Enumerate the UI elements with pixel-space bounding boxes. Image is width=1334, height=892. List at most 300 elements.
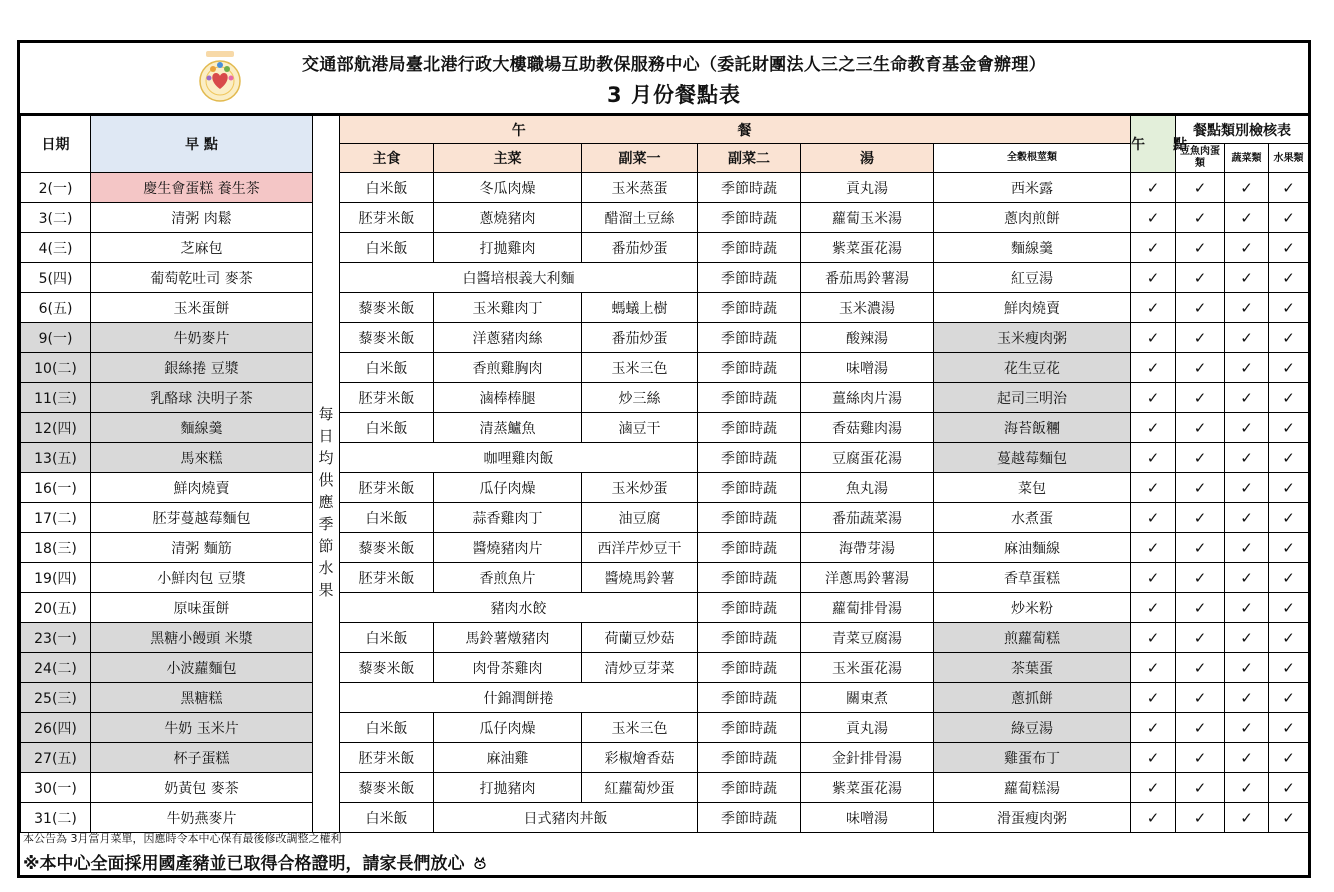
table-row: [21, 383, 1309, 413]
snack-cell: 綠豆湯: [934, 713, 1131, 743]
check-protein-cell: ✓: [1176, 413, 1225, 443]
snack-cell: 麻油麵線: [934, 533, 1131, 563]
side-dish-1-column-header: 副菜一: [582, 144, 698, 173]
side-dish-2-cell: 季節時蔬: [698, 653, 801, 683]
check-veg-cell: ✓: [1225, 263, 1269, 293]
check-fruit-cell: ✓: [1269, 743, 1309, 773]
table-row: [21, 743, 1309, 773]
staple-cell: 白米飯: [340, 413, 434, 443]
main-dish-cell: 打拋雞肉: [434, 233, 582, 263]
breakfast-cell: 杯子蛋糕: [91, 743, 313, 773]
pork-notice: [23, 849, 488, 874]
date-cell: 5(四): [21, 263, 91, 293]
snack-cell: 菜包: [934, 473, 1131, 503]
side-dish-1-cell: 醬燒馬鈴薯: [582, 563, 698, 593]
check-grain-cell: ✓: [1131, 263, 1176, 293]
side-dish-2-cell: 季節時蔬: [698, 203, 801, 233]
soup-cell: 魚丸湯: [801, 473, 934, 503]
check-grain-cell: ✓: [1131, 203, 1176, 233]
check-grain-cell: ✓: [1131, 443, 1176, 473]
pork-notice-text: ※本中心全面採用國產豬並已取得合格證明，請家長們放心: [23, 854, 465, 874]
check-veg-cell: ✓: [1225, 653, 1269, 683]
date-cell: 10(二): [21, 353, 91, 383]
check-grain-header: 全穀根莖類: [934, 144, 1131, 173]
snack-cell: 水煮蛋: [934, 503, 1131, 533]
check-protein-cell: ✓: [1176, 323, 1225, 353]
menu-table-body: [21, 173, 1309, 833]
check-veg-cell: ✓: [1225, 233, 1269, 263]
date-cell: 25(三): [21, 683, 91, 713]
date-cell: 9(一): [21, 323, 91, 353]
soup-cell: 海帶芽湯: [801, 533, 934, 563]
check-fruit-cell: ✓: [1269, 533, 1309, 563]
check-veg-cell: ✓: [1225, 743, 1269, 773]
main-dish-cell: 打拋豬肉: [434, 773, 582, 803]
check-fruit-cell: ✓: [1269, 713, 1309, 743]
check-fruit-cell: ✓: [1269, 473, 1309, 503]
check-protein-cell: ✓: [1176, 293, 1225, 323]
breakfast-cell: 牛奶燕麥片: [91, 803, 313, 833]
header: [20, 43, 1308, 115]
check-protein-cell: ✓: [1176, 353, 1225, 383]
staple-cell: 藜麥米飯: [340, 323, 434, 353]
main-dish-cell: 滷棒棒腿: [434, 383, 582, 413]
date-cell: 18(三): [21, 533, 91, 563]
side-dish-1-cell: 番茄炒蛋: [582, 233, 698, 263]
soup-cell: 玉米蛋花湯: [801, 653, 934, 683]
date-cell: 3(二): [21, 203, 91, 233]
breakfast-cell: 小波蘿麵包: [91, 653, 313, 683]
side-dish-1-cell: 紅蘿蔔炒蛋: [582, 773, 698, 803]
side-dish-2-cell: 季節時蔬: [698, 803, 801, 833]
breakfast-cell: 銀絲捲 豆漿: [91, 353, 313, 383]
snack-cell: 玉米瘦肉粥: [934, 323, 1131, 353]
check-veg-cell: ✓: [1225, 773, 1269, 803]
lunch-header-right: 餐: [698, 116, 1131, 144]
check-grain-cell: ✓: [1131, 683, 1176, 713]
soup-cell: 關東煮: [801, 683, 934, 713]
breakfast-cell: 麵線羹: [91, 413, 313, 443]
main-dish-cell: 瓜仔肉燥: [434, 473, 582, 503]
menu-table-header: [21, 116, 1309, 173]
side-dish-2-cell: 季節時蔬: [698, 623, 801, 653]
check-veg-cell: ✓: [1225, 503, 1269, 533]
date-cell: 13(五): [21, 443, 91, 473]
date-cell: 26(四): [21, 713, 91, 743]
fruit-note-cell: [313, 173, 340, 833]
soup-cell: 洋蔥馬鈴薯湯: [801, 563, 934, 593]
side-dish-2-cell: 季節時蔬: [698, 443, 801, 473]
check-fruit-cell: ✓: [1269, 353, 1309, 383]
check-grain-cell: ✓: [1131, 623, 1176, 653]
date-cell: 17(二): [21, 503, 91, 533]
check-grain-cell: ✓: [1131, 563, 1176, 593]
side-dish-1-cell: 醋溜土豆絲: [582, 203, 698, 233]
side-dish-2-cell: 季節時蔬: [698, 383, 801, 413]
breakfast-cell: 黑糖糕: [91, 683, 313, 713]
check-fruit-cell: ✓: [1269, 203, 1309, 233]
snack-cell: 紅豆湯: [934, 263, 1131, 293]
footer: [20, 828, 1308, 875]
combined-dish-cell: 咖哩雞肉飯: [340, 443, 698, 473]
table-row: [21, 413, 1309, 443]
soup-cell: 薑絲肉片湯: [801, 383, 934, 413]
main-side-combined-cell: 日式豬肉丼飯: [434, 803, 698, 833]
check-grain-cell: ✓: [1131, 473, 1176, 503]
breakfast-cell: 清粥 麵筋: [91, 533, 313, 563]
staple-cell: 胚芽米飯: [340, 473, 434, 503]
check-veg-cell: ✓: [1225, 623, 1269, 653]
soup-cell: 香菇雞肉湯: [801, 413, 934, 443]
soup-cell: 味噌湯: [801, 803, 934, 833]
soup-cell: 豆腐蛋花湯: [801, 443, 934, 473]
staple-column-header: 主食: [340, 144, 434, 173]
main-dish-cell: 清蒸鱸魚: [434, 413, 582, 443]
soup-cell: 味噌湯: [801, 353, 934, 383]
table-row: [21, 263, 1309, 293]
snack-column-header: 午 點: [1131, 116, 1176, 173]
date-cell: 12(四): [21, 413, 91, 443]
table-row: [21, 683, 1309, 713]
side-dish-1-cell: 油豆腐: [582, 503, 698, 533]
breakfast-column-header: 早 點: [91, 116, 313, 173]
check-fruit-cell: ✓: [1269, 503, 1309, 533]
check-veg-cell: ✓: [1225, 173, 1269, 203]
date-cell: 30(一): [21, 773, 91, 803]
table-row: [21, 473, 1309, 503]
date-cell: 2(一): [21, 173, 91, 203]
check-veg-cell: ✓: [1225, 683, 1269, 713]
table-row: [21, 533, 1309, 563]
fruit-note: 每日均供應季節水果: [318, 405, 334, 600]
soup-cell: 貢丸湯: [801, 713, 934, 743]
check-veg-cell: ✓: [1225, 413, 1269, 443]
soup-cell: 玉米濃湯: [801, 293, 934, 323]
staple-cell: 白米飯: [340, 803, 434, 833]
date-cell: 16(一): [21, 473, 91, 503]
check-grain-cell: ✓: [1131, 593, 1176, 623]
snack-cell: 煎蘿蔔糕: [934, 623, 1131, 653]
check-protein-cell: ✓: [1176, 533, 1225, 563]
side-dish-1-cell: 彩椒燴香菇: [582, 743, 698, 773]
soup-cell: 酸辣湯: [801, 323, 934, 353]
staple-cell: 胚芽米飯: [340, 563, 434, 593]
lunch-header-left: 午: [340, 116, 698, 144]
check-veg-cell: ✓: [1225, 713, 1269, 743]
table-row: [21, 623, 1309, 653]
staple-cell: 白米飯: [340, 503, 434, 533]
date-cell: 6(五): [21, 293, 91, 323]
main-dish-cell: 肉骨茶雞肉: [434, 653, 582, 683]
check-fruit-cell: ✓: [1269, 443, 1309, 473]
check-protein-cell: ✓: [1176, 803, 1225, 833]
table-row: [21, 713, 1309, 743]
side-dish-2-cell: 季節時蔬: [698, 173, 801, 203]
side-dish-1-cell: 炒三絲: [582, 383, 698, 413]
side-dish-1-cell: 玉米三色: [582, 353, 698, 383]
staple-cell: 白米飯: [340, 713, 434, 743]
date-cell: 23(一): [21, 623, 91, 653]
check-grain-cell: ✓: [1131, 353, 1176, 383]
breakfast-cell: 牛奶麥片: [91, 323, 313, 353]
check-grain-cell: ✓: [1131, 323, 1176, 353]
check-table-header: 餐點類別檢核表: [1176, 116, 1309, 144]
table-row: [21, 173, 1309, 203]
main-dish-cell: 玉米雞肉丁: [434, 293, 582, 323]
side-dish-1-cell: 番茄炒蛋: [582, 323, 698, 353]
breakfast-cell: 黑糖小饅頭 米漿: [91, 623, 313, 653]
table-row: [21, 773, 1309, 803]
main-dish-cell: 香煎雞胸肉: [434, 353, 582, 383]
side-dish-1-cell: 螞蟻上樹: [582, 293, 698, 323]
check-protein-cell: ✓: [1176, 653, 1225, 683]
snack-cell: 蔥肉煎餅: [934, 203, 1131, 233]
check-protein-cell: ✓: [1176, 743, 1225, 773]
check-fruit-cell: ✓: [1269, 803, 1309, 833]
check-grain-cell: ✓: [1131, 743, 1176, 773]
check-fruit-cell: ✓: [1269, 263, 1309, 293]
snack-cell: 茶葉蛋: [934, 653, 1131, 683]
check-grain-cell: ✓: [1131, 773, 1176, 803]
breakfast-cell: 牛奶 玉米片: [91, 713, 313, 743]
check-protein-cell: ✓: [1176, 443, 1225, 473]
organization-title: 交通部航港局臺北港行政大樓職場互助教保服務中心（委託財團法人三之三生命教育基金會辦理）: [302, 55, 1046, 75]
check-fruit-cell: ✓: [1269, 683, 1309, 713]
breakfast-cell: 葡萄乾吐司 麥茶: [91, 263, 313, 293]
check-veg-cell: ✓: [1225, 563, 1269, 593]
check-grain-cell: ✓: [1131, 233, 1176, 263]
breakfast-cell: 馬來糕: [91, 443, 313, 473]
check-veg-cell: ✓: [1225, 473, 1269, 503]
snack-cell: 起司三明治: [934, 383, 1131, 413]
check-veg-cell: ✓: [1225, 293, 1269, 323]
staple-cell: 藜麥米飯: [340, 533, 434, 563]
combined-dish-cell: 白醬培根義大利麵: [340, 263, 698, 293]
side-dish-2-cell: 季節時蔬: [698, 503, 801, 533]
staple-cell: 白米飯: [340, 353, 434, 383]
table-row: [21, 353, 1309, 383]
check-veg-cell: ✓: [1225, 533, 1269, 563]
main-dish-cell: 馬鈴薯燉豬肉: [434, 623, 582, 653]
staple-cell: 藜麥米飯: [340, 653, 434, 683]
breakfast-cell: 奶黃包 麥茶: [91, 773, 313, 803]
side-dish-2-cell: 季節時蔬: [698, 743, 801, 773]
menu-notice: 本公告為 3月當月菜單，因應時令本中心保有最後修改調整之權利: [23, 832, 342, 845]
staple-cell: 白米飯: [340, 173, 434, 203]
side-dish-2-cell: 季節時蔬: [698, 773, 801, 803]
side-dish-1-cell: 西洋芹炒豆干: [582, 533, 698, 563]
check-protein-header: 豆魚肉蛋類: [1176, 144, 1225, 173]
main-dish-column-header: 主菜: [434, 144, 582, 173]
date-column-header: 日期: [21, 116, 91, 173]
side-dish-1-cell: 玉米三色: [582, 713, 698, 743]
side-dish-1-cell: 清炒豆芽菜: [582, 653, 698, 683]
side-dish-2-cell: 季節時蔬: [698, 713, 801, 743]
soup-column-header: 湯: [801, 144, 934, 173]
staple-cell: 藜麥米飯: [340, 773, 434, 803]
main-dish-cell: 冬瓜肉燥: [434, 173, 582, 203]
side-dish-2-column-header: 副菜二: [698, 144, 801, 173]
check-grain-cell: ✓: [1131, 713, 1176, 743]
combined-dish-cell: 豬肉水餃: [340, 593, 698, 623]
soup-cell: 紫菜蛋花湯: [801, 773, 934, 803]
menu-table: [20, 115, 1309, 833]
check-protein-cell: ✓: [1176, 173, 1225, 203]
check-fruit-cell: ✓: [1269, 563, 1309, 593]
check-grain-cell: ✓: [1131, 503, 1176, 533]
breakfast-cell: 乳酪球 決明子茶: [91, 383, 313, 413]
check-fruit-header: 水果類: [1269, 144, 1309, 173]
side-dish-2-cell: 季節時蔬: [698, 593, 801, 623]
soup-cell: 蘿蔔排骨湯: [801, 593, 934, 623]
check-veg-cell: ✓: [1225, 353, 1269, 383]
main-dish-cell: 醬燒豬肉片: [434, 533, 582, 563]
date-cell: 4(三): [21, 233, 91, 263]
check-grain-cell: ✓: [1131, 653, 1176, 683]
breakfast-cell: 鮮肉燒賣: [91, 473, 313, 503]
date-cell: 31(二): [21, 803, 91, 833]
snack-cell: 雞蛋布丁: [934, 743, 1131, 773]
side-dish-2-cell: 季節時蔬: [698, 683, 801, 713]
snack-cell: 麵線羹: [934, 233, 1131, 263]
breakfast-cell: 小鮮肉包 豆漿: [91, 563, 313, 593]
check-protein-cell: ✓: [1176, 713, 1225, 743]
breakfast-cell: 玉米蛋餅: [91, 293, 313, 323]
check-veg-cell: ✓: [1225, 383, 1269, 413]
staple-cell: 藜麥米飯: [340, 293, 434, 323]
side-dish-2-cell: 季節時蔬: [698, 353, 801, 383]
check-fruit-cell: ✓: [1269, 173, 1309, 203]
check-fruit-cell: ✓: [1269, 233, 1309, 263]
side-dish-2-cell: 季節時蔬: [698, 533, 801, 563]
soup-cell: 番茄蔬菜湯: [801, 503, 934, 533]
check-protein-cell: ✓: [1176, 563, 1225, 593]
date-cell: 27(五): [21, 743, 91, 773]
check-veg-cell: ✓: [1225, 593, 1269, 623]
check-fruit-cell: ✓: [1269, 593, 1309, 623]
snack-cell: 滑蛋瘦肉粥: [934, 803, 1131, 833]
main-dish-cell: 麻油雞: [434, 743, 582, 773]
check-grain-cell: ✓: [1131, 803, 1176, 833]
snack-cell: 炒米粉: [934, 593, 1131, 623]
side-dish-1-cell: 玉米蒸蛋: [582, 173, 698, 203]
table-row: [21, 323, 1309, 353]
staple-cell: 白米飯: [340, 233, 434, 263]
main-dish-cell: 瓜仔肉燥: [434, 713, 582, 743]
check-protein-cell: ✓: [1176, 773, 1225, 803]
table-row: [21, 653, 1309, 683]
soup-cell: 蘿蔔玉米湯: [801, 203, 934, 233]
staple-cell: 胚芽米飯: [340, 383, 434, 413]
check-protein-cell: ✓: [1176, 473, 1225, 503]
breakfast-cell: 原味蛋餅: [91, 593, 313, 623]
side-dish-2-cell: 季節時蔬: [698, 413, 801, 443]
staple-cell: 白米飯: [340, 623, 434, 653]
main-dish-cell: 洋蔥豬肉絲: [434, 323, 582, 353]
check-grain-cell: ✓: [1131, 173, 1176, 203]
side-dish-2-cell: 季節時蔬: [698, 263, 801, 293]
check-grain-cell: ✓: [1131, 533, 1176, 563]
snack-cell: 鮮肉燒賣: [934, 293, 1131, 323]
breakfast-cell: 慶生會蛋糕 養生茶: [91, 173, 313, 203]
soup-cell: 金針排骨湯: [801, 743, 934, 773]
check-protein-cell: ✓: [1176, 623, 1225, 653]
main-dish-cell: 香煎魚片: [434, 563, 582, 593]
soup-cell: 貢丸湯: [801, 173, 934, 203]
breakfast-cell: 清粥 肉鬆: [91, 203, 313, 233]
check-protein-cell: ✓: [1176, 683, 1225, 713]
date-cell: 20(五): [21, 593, 91, 623]
table-row: [21, 503, 1309, 533]
check-veg-cell: ✓: [1225, 203, 1269, 233]
table-row: [21, 293, 1309, 323]
date-cell: 19(四): [21, 563, 91, 593]
check-fruit-cell: ✓: [1269, 323, 1309, 353]
check-fruit-cell: ✓: [1269, 413, 1309, 443]
date-cell: 24(二): [21, 653, 91, 683]
menu-sheet: [17, 40, 1311, 878]
side-dish-2-cell: 季節時蔬: [698, 233, 801, 263]
snack-cell: 花生豆花: [934, 353, 1131, 383]
side-dish-2-cell: 季節時蔬: [698, 293, 801, 323]
pig-icon: [472, 855, 488, 871]
table-row: [21, 203, 1309, 233]
side-dish-1-cell: 玉米炒蛋: [582, 473, 698, 503]
soup-cell: 番茄馬鈴薯湯: [801, 263, 934, 293]
side-dish-1-cell: 滷豆干: [582, 413, 698, 443]
snack-cell: 海苔飯糰: [934, 413, 1131, 443]
check-fruit-cell: ✓: [1269, 653, 1309, 683]
table-row: [21, 563, 1309, 593]
table-row: [21, 593, 1309, 623]
table-row: [21, 233, 1309, 263]
main-dish-cell: 蔥燒豬肉: [434, 203, 582, 233]
side-dish-2-cell: 季節時蔬: [698, 473, 801, 503]
fruit-column-header: [313, 116, 340, 173]
snack-cell: 蘿蔔糕湯: [934, 773, 1131, 803]
snack-cell: 西米露: [934, 173, 1131, 203]
check-fruit-cell: ✓: [1269, 773, 1309, 803]
check-grain-cell: ✓: [1131, 293, 1176, 323]
combined-dish-cell: 什錦潤餅捲: [340, 683, 698, 713]
snack-cell: 香草蛋糕: [934, 563, 1131, 593]
soup-cell: 青菜豆腐湯: [801, 623, 934, 653]
check-protein-cell: ✓: [1176, 593, 1225, 623]
side-dish-1-cell: 荷蘭豆炒菇: [582, 623, 698, 653]
check-fruit-cell: ✓: [1269, 383, 1309, 413]
menu-title: 3 月份餐點表: [607, 83, 741, 107]
check-fruit-cell: ✓: [1269, 623, 1309, 653]
check-protein-cell: ✓: [1176, 503, 1225, 533]
check-veg-cell: ✓: [1225, 323, 1269, 353]
date-cell: 11(三): [21, 383, 91, 413]
side-dish-2-cell: 季節時蔬: [698, 323, 801, 353]
check-fruit-cell: ✓: [1269, 293, 1309, 323]
check-grain-cell: ✓: [1131, 413, 1176, 443]
side-dish-2-cell: 季節時蔬: [698, 563, 801, 593]
snack-cell: 蔓越莓麵包: [934, 443, 1131, 473]
check-protein-cell: ✓: [1176, 383, 1225, 413]
main-dish-cell: 蒜香雞肉丁: [434, 503, 582, 533]
table-row: [21, 443, 1309, 473]
check-protein-cell: ✓: [1176, 263, 1225, 293]
breakfast-cell: 胚芽蔓越莓麵包: [91, 503, 313, 533]
staple-cell: 胚芽米飯: [340, 743, 434, 773]
soup-cell: 紫菜蛋花湯: [801, 233, 934, 263]
check-veg-cell: ✓: [1225, 803, 1269, 833]
check-protein-cell: ✓: [1176, 203, 1225, 233]
check-protein-cell: ✓: [1176, 233, 1225, 263]
